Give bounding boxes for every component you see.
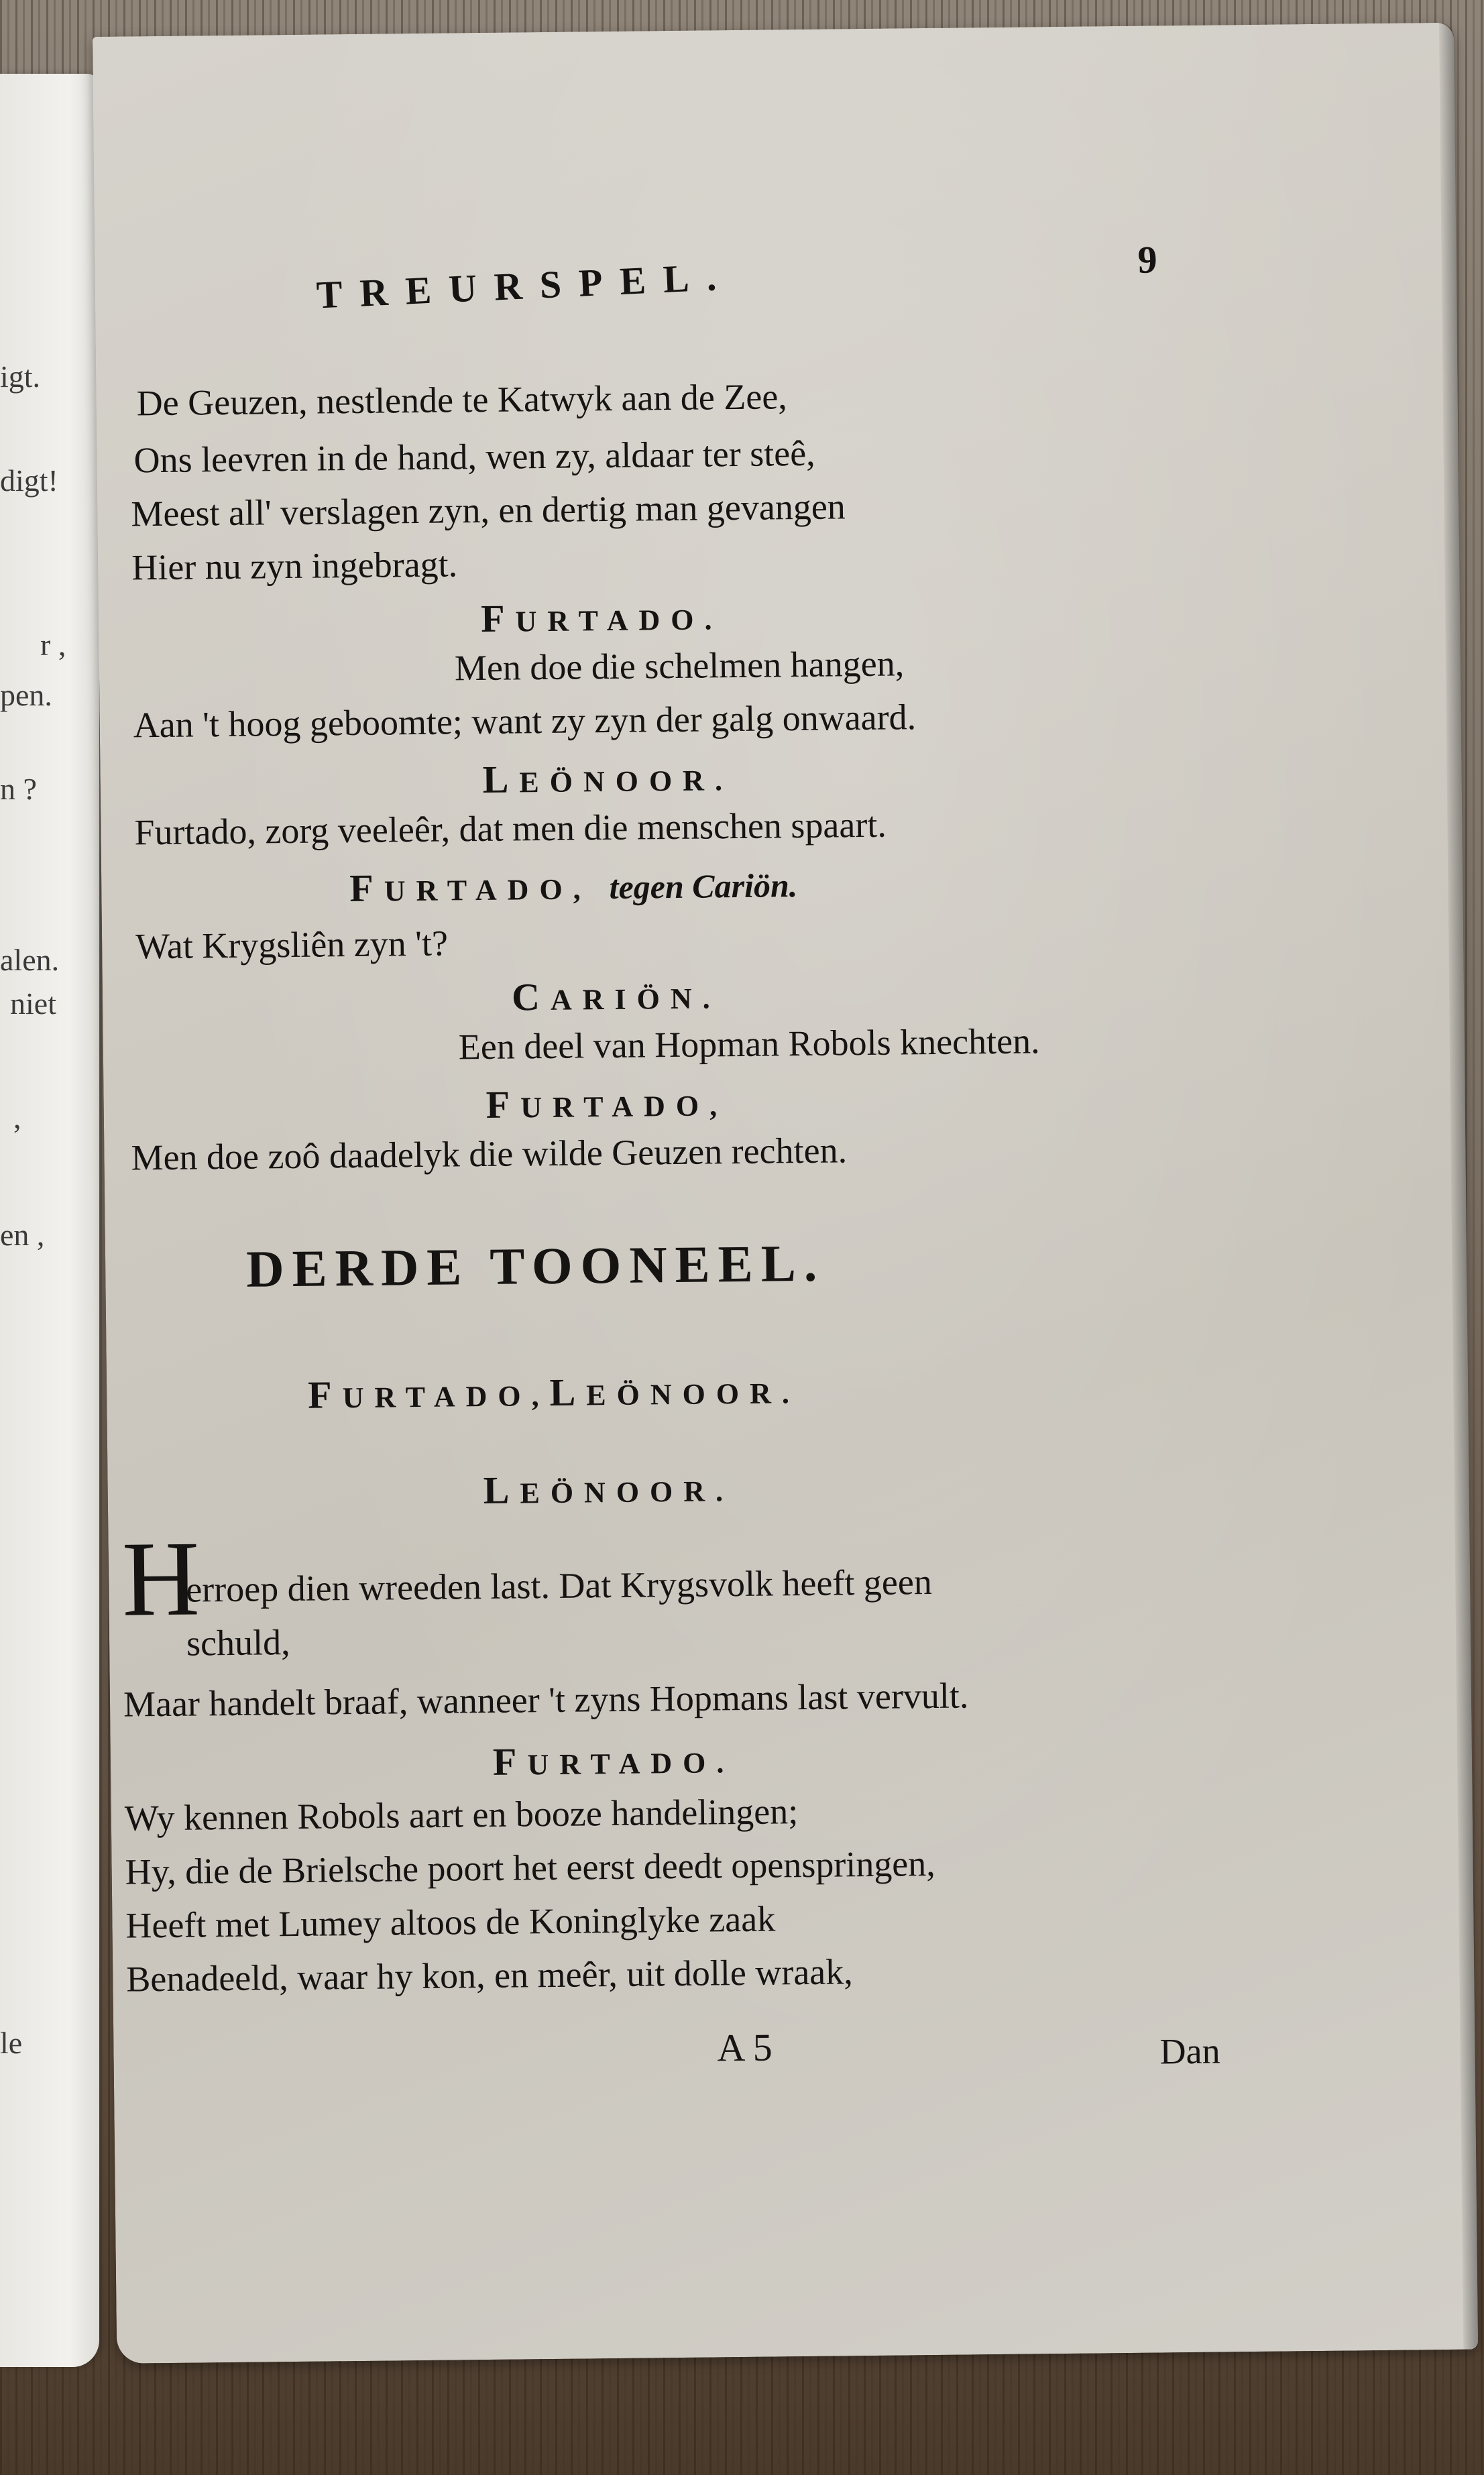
verse-line: Men doe die schelmen hangen, <box>454 643 905 689</box>
page-number: 9 <box>1137 237 1157 282</box>
left-fragment: en , <box>0 1218 45 1252</box>
verse-line: Heeft met Lumey altoos de Koninglyke zaak <box>125 1898 776 1946</box>
verse-line: De Geuzen, nestlende te Katwyk aan de Zee, <box>136 376 788 424</box>
speaker-furtado-direction: FURTADO, tegen Cariön. <box>349 866 798 911</box>
verse-line: Furtado, zorg veeleêr, dat men die menschen spaart. <box>134 804 887 853</box>
speaker-furtado: FURTADO, <box>486 1082 728 1127</box>
left-fragment: igt. <box>0 359 41 394</box>
verse-line: schuld, <box>186 1622 290 1664</box>
speaker-furtado: FURTADO. <box>480 596 723 640</box>
left-fragment: pen. <box>0 678 52 712</box>
scene-cast: FURTADO,LEÖNOOR. <box>307 1370 801 1417</box>
speaker-leonoor: LEÖNOOR. <box>483 1468 734 1513</box>
verse-line: Een deel van Hopman Robols knechten. <box>458 1021 1040 1068</box>
left-fragment: digt! <box>0 463 58 498</box>
verse-line: Hier nu zyn ingebragt. <box>131 544 458 588</box>
scene-title: DERDE TOONEEL. <box>245 1233 825 1298</box>
speaker-leonoor: LEÖNOOR. <box>482 757 734 801</box>
left-fragment: r , <box>40 628 66 662</box>
verse-line: Wy kennen Robols aart en booze handelingen; <box>124 1791 799 1839</box>
verse-line: Aan 't hoog geboomte; want zy zyn der galg onwaard. <box>133 697 917 746</box>
left-fragment: le <box>0 2026 23 2060</box>
verse-line: Wat Krygsliên zyn 't? <box>135 923 449 967</box>
verse-line: Maar handelt braaf, wanneer 't zyns Hopmans last vervult. <box>123 1675 969 1725</box>
book-page <box>93 23 1478 2364</box>
verse-line: Ons leevren in de hand, wen zy, aldaar ter steê, <box>133 433 815 481</box>
left-fragment: , <box>13 1100 21 1135</box>
verse-line: Benadeeld, waar hy kon, en meêr, uit dolle wraak, <box>126 1951 854 2000</box>
left-fragment: niet <box>10 986 56 1021</box>
page-edge-shadow <box>1439 23 1478 2350</box>
verse-line: Hy, die de Brielsche poort het eerst deedt openspringen, <box>125 1843 936 1892</box>
verse-line: Men doe zoô daadelyk die wilde Geuzen rechten. <box>131 1130 848 1178</box>
speaker-furtado: FURTADO. <box>492 1739 735 1784</box>
drop-cap: H <box>121 1518 201 1639</box>
running-head: TREURSPEL. <box>315 254 735 317</box>
stage-direction: tegen Cariön. <box>609 866 798 906</box>
verse-line: erroep dien wreeden last. Dat Krygsvolk heeft geen <box>185 1562 933 1610</box>
left-fragment: n ? <box>0 772 37 806</box>
verse-line: Meest all' verslagen zyn, en dertig man gevangen <box>131 486 846 534</box>
left-fragment: alen. <box>0 943 60 977</box>
facing-page-left <box>0 74 99 2367</box>
speaker-carion: CARIÖN. <box>511 974 721 1019</box>
catchword: Dan <box>1159 2030 1220 2072</box>
signature-mark: A 5 <box>717 2025 773 2070</box>
